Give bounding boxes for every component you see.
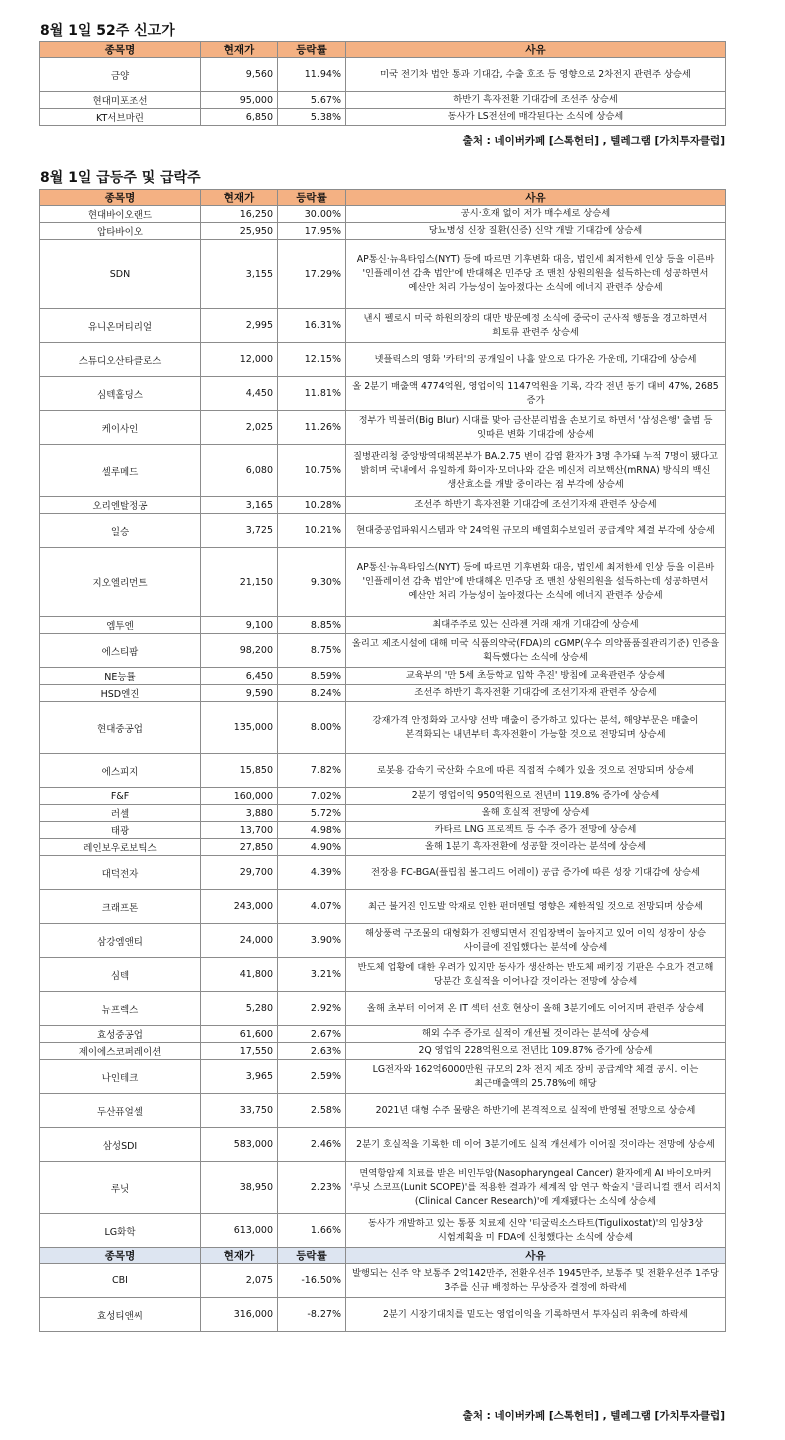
stock-name: 삼강엠앤티 xyxy=(40,924,201,958)
stock-reason: 동사가 LS전선에 매각된다는 소식에 상승세 xyxy=(346,109,726,126)
stock-price: 3,725 xyxy=(201,514,278,548)
table-row xyxy=(40,109,726,126)
table-row xyxy=(40,411,726,445)
stock-change: 17.29% xyxy=(278,240,346,309)
stock-change: 30.00% xyxy=(278,206,346,223)
table-row xyxy=(40,514,726,548)
stock-reason: 2021년 대형 수주 물량은 하반기에 본격적으로 실적에 반영될 전망으로 상승세 xyxy=(346,1094,726,1128)
stock-change: 11.26% xyxy=(278,411,346,445)
table-row xyxy=(40,206,726,223)
stock-price: 2,025 xyxy=(201,411,278,445)
stock-price: 9,590 xyxy=(201,685,278,702)
stock-change: 4.98% xyxy=(278,822,346,839)
stock-reason: 2분기 호실적을 기록한 데 이어 3분기에도 실적 개선세가 이어질 것이라는 전망에 상승세 xyxy=(346,1128,726,1162)
stock-reason: 2분기 시장기대치를 밑도는 영업이익을 기록하면서 투자심리 위축에 하락세 xyxy=(346,1298,726,1332)
stock-change: 10.28% xyxy=(278,497,346,514)
stock-reason: 질병관리청 중앙방역대책본부가 BA.2.75 변이 감염 환자가 3명 추가돼 누적 7명이 됐다고 밝히며 국내에서 유일하게 화이자·모더나와 같은 메신저 리보핵산(mRNA) 방식의 백신 생산효소를 개발 중이라는 점 부각에 상승세 xyxy=(346,445,726,497)
stock-reason: 최대주주로 있는 신라젠 거래 재개 기대감에 상승세 xyxy=(346,617,726,634)
stock-name: 현대중공업 xyxy=(40,702,201,754)
table-row xyxy=(40,634,726,668)
stock-name: CBI xyxy=(40,1264,201,1298)
stock-name: 스튜디오산타클로스 xyxy=(40,343,201,377)
stock-price: 41,800 xyxy=(201,958,278,992)
table-row xyxy=(40,992,726,1026)
table-row xyxy=(40,805,726,822)
stock-reason: 해외 수주 증가로 실적이 개선될 것이라는 분석에 상승세 xyxy=(346,1026,726,1043)
stock-price: 3,880 xyxy=(201,805,278,822)
stock-name: 러셀 xyxy=(40,805,201,822)
stock-price: 5,280 xyxy=(201,992,278,1026)
stock-name: SDN xyxy=(40,240,201,309)
stock-name: 나인테크 xyxy=(40,1060,201,1094)
stock-price: 16,250 xyxy=(201,206,278,223)
stock-name: 압타바이오 xyxy=(40,223,201,240)
stock-change: 2.63% xyxy=(278,1043,346,1060)
stock-price: 15,850 xyxy=(201,754,278,788)
header-reason: 사유 xyxy=(346,1248,726,1264)
stock-price: 583,000 xyxy=(201,1128,278,1162)
stock-change: 2.67% xyxy=(278,1026,346,1043)
stock-reason: 올해 1분기 흑자전환에 성공할 것이라는 분석에 상승세 xyxy=(346,839,726,856)
table-row xyxy=(40,958,726,992)
stock-reason: 정부가 빅블러(Big Blur) 시대를 맞아 금산분리법을 손보기로 하면서 '삼성은행' 출범 등 잇따른 변화 기대감에 상승세 xyxy=(346,411,726,445)
stock-change: 10.75% xyxy=(278,445,346,497)
stock-change: 8.59% xyxy=(278,668,346,685)
stock-change: 5.38% xyxy=(278,109,346,126)
stock-name: 셀루메드 xyxy=(40,445,201,497)
stock-name: F&F xyxy=(40,788,201,805)
table-row xyxy=(40,856,726,890)
section2-source: 출처 : 네이버카페 [스톡헌터] , 텔레그램 [가치투자클럽] xyxy=(462,1410,725,1422)
stock-price: 9,560 xyxy=(201,58,278,92)
table-row xyxy=(40,1026,726,1043)
section2-title: 8월 1일 급등주 및 급락주 xyxy=(40,170,201,186)
new-high-table xyxy=(39,41,726,126)
stock-name: 삼성SDI xyxy=(40,1128,201,1162)
stock-reason: 발행되는 신주 약 보통주 2억142만주, 전환우선주 1945만주, 보통주 및 전환우선주 1주당 3주를 신규 배정하는 무상증자 결정에 하락세 xyxy=(346,1264,726,1298)
movers-table xyxy=(39,189,726,1332)
stock-reason: 올해 호실적 전망에 상승세 xyxy=(346,805,726,822)
movers-header-row xyxy=(40,190,726,206)
stock-price: 6,450 xyxy=(201,668,278,685)
table-row xyxy=(40,1298,726,1332)
table-row xyxy=(40,1043,726,1060)
stock-reason: AP통신·뉴욕타임스(NYT) 등에 따르면 기후변화 대응, 법인세 최저한세 인상 등을 이른바 '인플레이션 감축 법안'에 반대해온 민주당 조 맨친 상원의원을 설득하는데 성공하면서 예산안 처리 가능성이 높아졌다는 소식에 에너지 관련주 상승세 xyxy=(346,548,726,617)
table-row xyxy=(40,240,726,309)
stock-reason: 동사가 개발하고 있는 통풍 치료제 신약 '티굴릭소스타트(Tigulixostat)'의 임상3상 시험계획을 미 FDA에 신청했다는 소식에 상승세 xyxy=(346,1214,726,1248)
table-row xyxy=(40,1060,726,1094)
table-row xyxy=(40,548,726,617)
table-row xyxy=(40,1094,726,1128)
stock-price: 25,950 xyxy=(201,223,278,240)
section1-title: 8월 1일 52주 신고가 xyxy=(40,23,175,39)
stock-price: 613,000 xyxy=(201,1214,278,1248)
stock-price: 2,075 xyxy=(201,1264,278,1298)
stock-change: 11.94% xyxy=(278,58,346,92)
stock-name: 효성티앤씨 xyxy=(40,1298,201,1332)
stock-change: 7.82% xyxy=(278,754,346,788)
header-change: 등락률 xyxy=(278,1248,346,1264)
table-row xyxy=(40,822,726,839)
stock-reason: 면역항암제 치료를 받은 비인두암(Nasopharyngeal Cancer) 환자에게 AI 바이오마커 '루닛 스코프(Lunit SCOPE)'를 적용한 결과가 세계적 암 연구 학술지 '클리니컬 캔서 리서치(Clinical Cancer Research)'에 게재됐다는 소식에 상승세 xyxy=(346,1162,726,1214)
table-row xyxy=(40,617,726,634)
table-row xyxy=(40,309,726,343)
header-change: 등락률 xyxy=(278,42,346,58)
stock-change: -16.50% xyxy=(278,1264,346,1298)
stock-name: 레인보우로보틱스 xyxy=(40,839,201,856)
stock-price: 17,550 xyxy=(201,1043,278,1060)
stock-reason: 전장용 FC-BGA(플립칩 볼그리드 어레이) 공급 증가에 따른 성장 기대감에 상승세 xyxy=(346,856,726,890)
stock-reason: 공시·호재 없이 저가 매수세로 상승세 xyxy=(346,206,726,223)
stock-name: 케이사인 xyxy=(40,411,201,445)
stock-price: 3,155 xyxy=(201,240,278,309)
stock-reason: 카타르 LNG 프로젝트 등 수주 증가 전망에 상승세 xyxy=(346,822,726,839)
stock-name: KT서브마린 xyxy=(40,109,201,126)
stock-price: 9,100 xyxy=(201,617,278,634)
stock-reason: 강재가격 안정화와 고사양 선박 매출이 증가하고 있다는 분석, 해양부문은 매출이 본격화되는 내년부터 흑자전환이 가능할 것으로 전망되며 상승세 xyxy=(346,702,726,754)
table-row xyxy=(40,1128,726,1162)
header-reason: 사유 xyxy=(346,190,726,206)
stock-reason: 해상풍력 구조물의 대형화가 진행되면서 진입장벽이 높아지고 있어 이익 성장이 상승 사이클에 진입했다는 분석에 상승세 xyxy=(346,924,726,958)
stock-price: 160,000 xyxy=(201,788,278,805)
stock-change: 8.24% xyxy=(278,685,346,702)
stock-name: 엠투엔 xyxy=(40,617,201,634)
stock-price: 135,000 xyxy=(201,702,278,754)
header-name: 종목명 xyxy=(40,190,201,206)
stock-name: 에스티팜 xyxy=(40,634,201,668)
table-row xyxy=(40,223,726,240)
stock-change: -8.27% xyxy=(278,1298,346,1332)
falling-header-row xyxy=(40,1248,726,1264)
table-row xyxy=(40,788,726,805)
header-reason: 사유 xyxy=(346,42,726,58)
stock-name: NE능률 xyxy=(40,668,201,685)
table-row xyxy=(40,702,726,754)
stock-price: 38,950 xyxy=(201,1162,278,1214)
stock-reason: 올해 초부터 이어져 온 IT 섹터 선호 현상이 올해 3분기에도 이어지며 관련주 상승세 xyxy=(346,992,726,1026)
stock-change: 5.72% xyxy=(278,805,346,822)
new-high-header-row xyxy=(40,42,726,58)
stock-reason: 올리고 제조시설에 대해 미국 식품의약국(FDA)의 cGMP(우수 의약품품질관리기준) 인증을 획득했다는 소식에 상승세 xyxy=(346,634,726,668)
header-change: 등락률 xyxy=(278,190,346,206)
stock-reason: 하반기 흑자전환 기대감에 조선주 상승세 xyxy=(346,92,726,109)
stock-name: 두산퓨얼셀 xyxy=(40,1094,201,1128)
stock-change: 8.85% xyxy=(278,617,346,634)
table-row xyxy=(40,890,726,924)
table-row xyxy=(40,1264,726,1298)
stock-change: 8.75% xyxy=(278,634,346,668)
stock-name: 에스피지 xyxy=(40,754,201,788)
stock-name: 현대바이오랜드 xyxy=(40,206,201,223)
stock-name: 대덕전자 xyxy=(40,856,201,890)
stock-change: 2.59% xyxy=(278,1060,346,1094)
stock-reason: 2분기 영업이익 950억원으로 전년비 119.8% 증가에 상승세 xyxy=(346,788,726,805)
stock-reason: 현대중공업파워시스템과 약 24억원 규모의 배열회수보일러 공급계약 체결 부각에 상승세 xyxy=(346,514,726,548)
stock-name: 제이에스코퍼레이션 xyxy=(40,1043,201,1060)
stock-price: 33,750 xyxy=(201,1094,278,1128)
stock-reason: 최근 불거진 인도발 악재로 인한 펀더멘털 영향은 제한적일 것으로 전망되며 상승세 xyxy=(346,890,726,924)
stock-reason: 교육부의 '만 5세 초등학교 입학 추진' 방침에 교육관련주 상승세 xyxy=(346,668,726,685)
stock-price: 4,450 xyxy=(201,377,278,411)
stock-reason: 넷플릭스의 영화 '카터'의 공개일이 나흘 앞으로 다가온 가운데, 기대감에 상승세 xyxy=(346,343,726,377)
stock-price: 13,700 xyxy=(201,822,278,839)
table-row xyxy=(40,839,726,856)
stock-name: 크래프톤 xyxy=(40,890,201,924)
section1-source: 출처 : 네이버카페 [스톡헌터] , 텔레그램 [가치투자클럽] xyxy=(462,135,725,147)
stock-name: 뉴프렉스 xyxy=(40,992,201,1026)
table-row xyxy=(40,497,726,514)
stock-change: 2.23% xyxy=(278,1162,346,1214)
stock-change: 3.90% xyxy=(278,924,346,958)
table-row xyxy=(40,343,726,377)
stock-change: 2.46% xyxy=(278,1128,346,1162)
stock-reason: 조선주 하반기 흑자전환 기대감에 조선기자재 관련주 상승세 xyxy=(346,685,726,702)
stock-price: 6,850 xyxy=(201,109,278,126)
stock-price: 24,000 xyxy=(201,924,278,958)
stock-change: 9.30% xyxy=(278,548,346,617)
stock-change: 10.21% xyxy=(278,514,346,548)
stock-name: 태광 xyxy=(40,822,201,839)
stock-name: 일승 xyxy=(40,514,201,548)
stock-change: 17.95% xyxy=(278,223,346,240)
stock-price: 2,995 xyxy=(201,309,278,343)
stock-price: 98,200 xyxy=(201,634,278,668)
stock-reason: 당뇨병성 신장 질환(신증) 신약 개발 기대감에 상승세 xyxy=(346,223,726,240)
stock-change: 2.58% xyxy=(278,1094,346,1128)
stock-change: 3.21% xyxy=(278,958,346,992)
header-name: 종목명 xyxy=(40,42,201,58)
stock-name: 현대미포조선 xyxy=(40,92,201,109)
table-row xyxy=(40,377,726,411)
stock-name: 오리엔탈정공 xyxy=(40,497,201,514)
stock-reason: 조선주 하반기 흑자전환 기대감에 조선기자재 관련주 상승세 xyxy=(346,497,726,514)
stock-name: HSD엔진 xyxy=(40,685,201,702)
stock-change: 7.02% xyxy=(278,788,346,805)
stock-price: 243,000 xyxy=(201,890,278,924)
header-price: 현재가 xyxy=(201,1248,278,1264)
stock-price: 95,000 xyxy=(201,92,278,109)
stock-name: 유니온머티리얼 xyxy=(40,309,201,343)
stock-price: 61,600 xyxy=(201,1026,278,1043)
stock-price: 21,150 xyxy=(201,548,278,617)
table-row xyxy=(40,1162,726,1214)
header-price: 현재가 xyxy=(201,42,278,58)
stock-change: 4.39% xyxy=(278,856,346,890)
stock-price: 12,000 xyxy=(201,343,278,377)
stock-name: 금양 xyxy=(40,58,201,92)
stock-change: 16.31% xyxy=(278,309,346,343)
table-row xyxy=(40,924,726,958)
stock-price: 29,700 xyxy=(201,856,278,890)
table-row xyxy=(40,92,726,109)
stock-change: 11.81% xyxy=(278,377,346,411)
table-row xyxy=(40,685,726,702)
stock-change: 4.07% xyxy=(278,890,346,924)
stock-change: 12.15% xyxy=(278,343,346,377)
stock-reason: 올 2분기 매출액 4774억원, 영업이익 1147억원을 기록, 각각 전년 동기 대비 47%, 2685 증가 xyxy=(346,377,726,411)
stock-change: 1.66% xyxy=(278,1214,346,1248)
stock-change: 4.90% xyxy=(278,839,346,856)
table-row xyxy=(40,1214,726,1248)
stock-name: 효성중공업 xyxy=(40,1026,201,1043)
stock-change: 5.67% xyxy=(278,92,346,109)
stock-price: 3,965 xyxy=(201,1060,278,1094)
stock-name: 심텍홀딩스 xyxy=(40,377,201,411)
stock-reason: 반도체 업황에 대한 우려가 있지만 동사가 생산하는 반도체 패키징 기판은 수요가 견고해 당분간 호실적을 이어나갈 것이라는 전망에 상승세 xyxy=(346,958,726,992)
table-row xyxy=(40,445,726,497)
stock-reason: AP통신·뉴욕타임스(NYT) 등에 따르면 기후변화 대응, 법인세 최저한세 인상 등을 이른바 '인플레이션 감축 법안'에 반대해온 민주당 조 맨친 상원의원을 설득하는데 성공하면서 예산안 처리 가능성이 높아졌다는 소식에 에너지 관련주 상승세 xyxy=(346,240,726,309)
stock-price: 316,000 xyxy=(201,1298,278,1332)
stock-reason: LG전자와 162억6000만원 규모의 2차 전지 제조 장비 공급계약 체결 공시. 이는 최근매출액의 25.78%에 해당 xyxy=(346,1060,726,1094)
stock-name: 루닛 xyxy=(40,1162,201,1214)
stock-reason: 미국 전기차 법안 통과 기대감, 수출 호조 등 영향으로 2차전지 관련주 상승세 xyxy=(346,58,726,92)
table-row xyxy=(40,668,726,685)
stock-reason: 낸시 펠로시 미국 하원의장의 대만 방문예정 소식에 중국이 군사적 행동을 경고하면서 희토류 관련주 상승세 xyxy=(346,309,726,343)
stock-price: 27,850 xyxy=(201,839,278,856)
stock-price: 6,080 xyxy=(201,445,278,497)
stock-change: 2.92% xyxy=(278,992,346,1026)
table-row xyxy=(40,58,726,92)
header-name: 종목명 xyxy=(40,1248,201,1264)
stock-name: 지오엘리먼트 xyxy=(40,548,201,617)
stock-reason: 로봇용 감속기 국산화 수요에 따른 직접적 수혜가 있을 것으로 전망되며 상승세 xyxy=(346,754,726,788)
stock-price: 3,165 xyxy=(201,497,278,514)
stock-name: 심텍 xyxy=(40,958,201,992)
header-price: 현재가 xyxy=(201,190,278,206)
stock-change: 8.00% xyxy=(278,702,346,754)
stock-reason: 2Q 영업익 228억원으로 전년比 109.87% 증가에 상승세 xyxy=(346,1043,726,1060)
stock-name: LG화학 xyxy=(40,1214,201,1248)
table-row xyxy=(40,754,726,788)
